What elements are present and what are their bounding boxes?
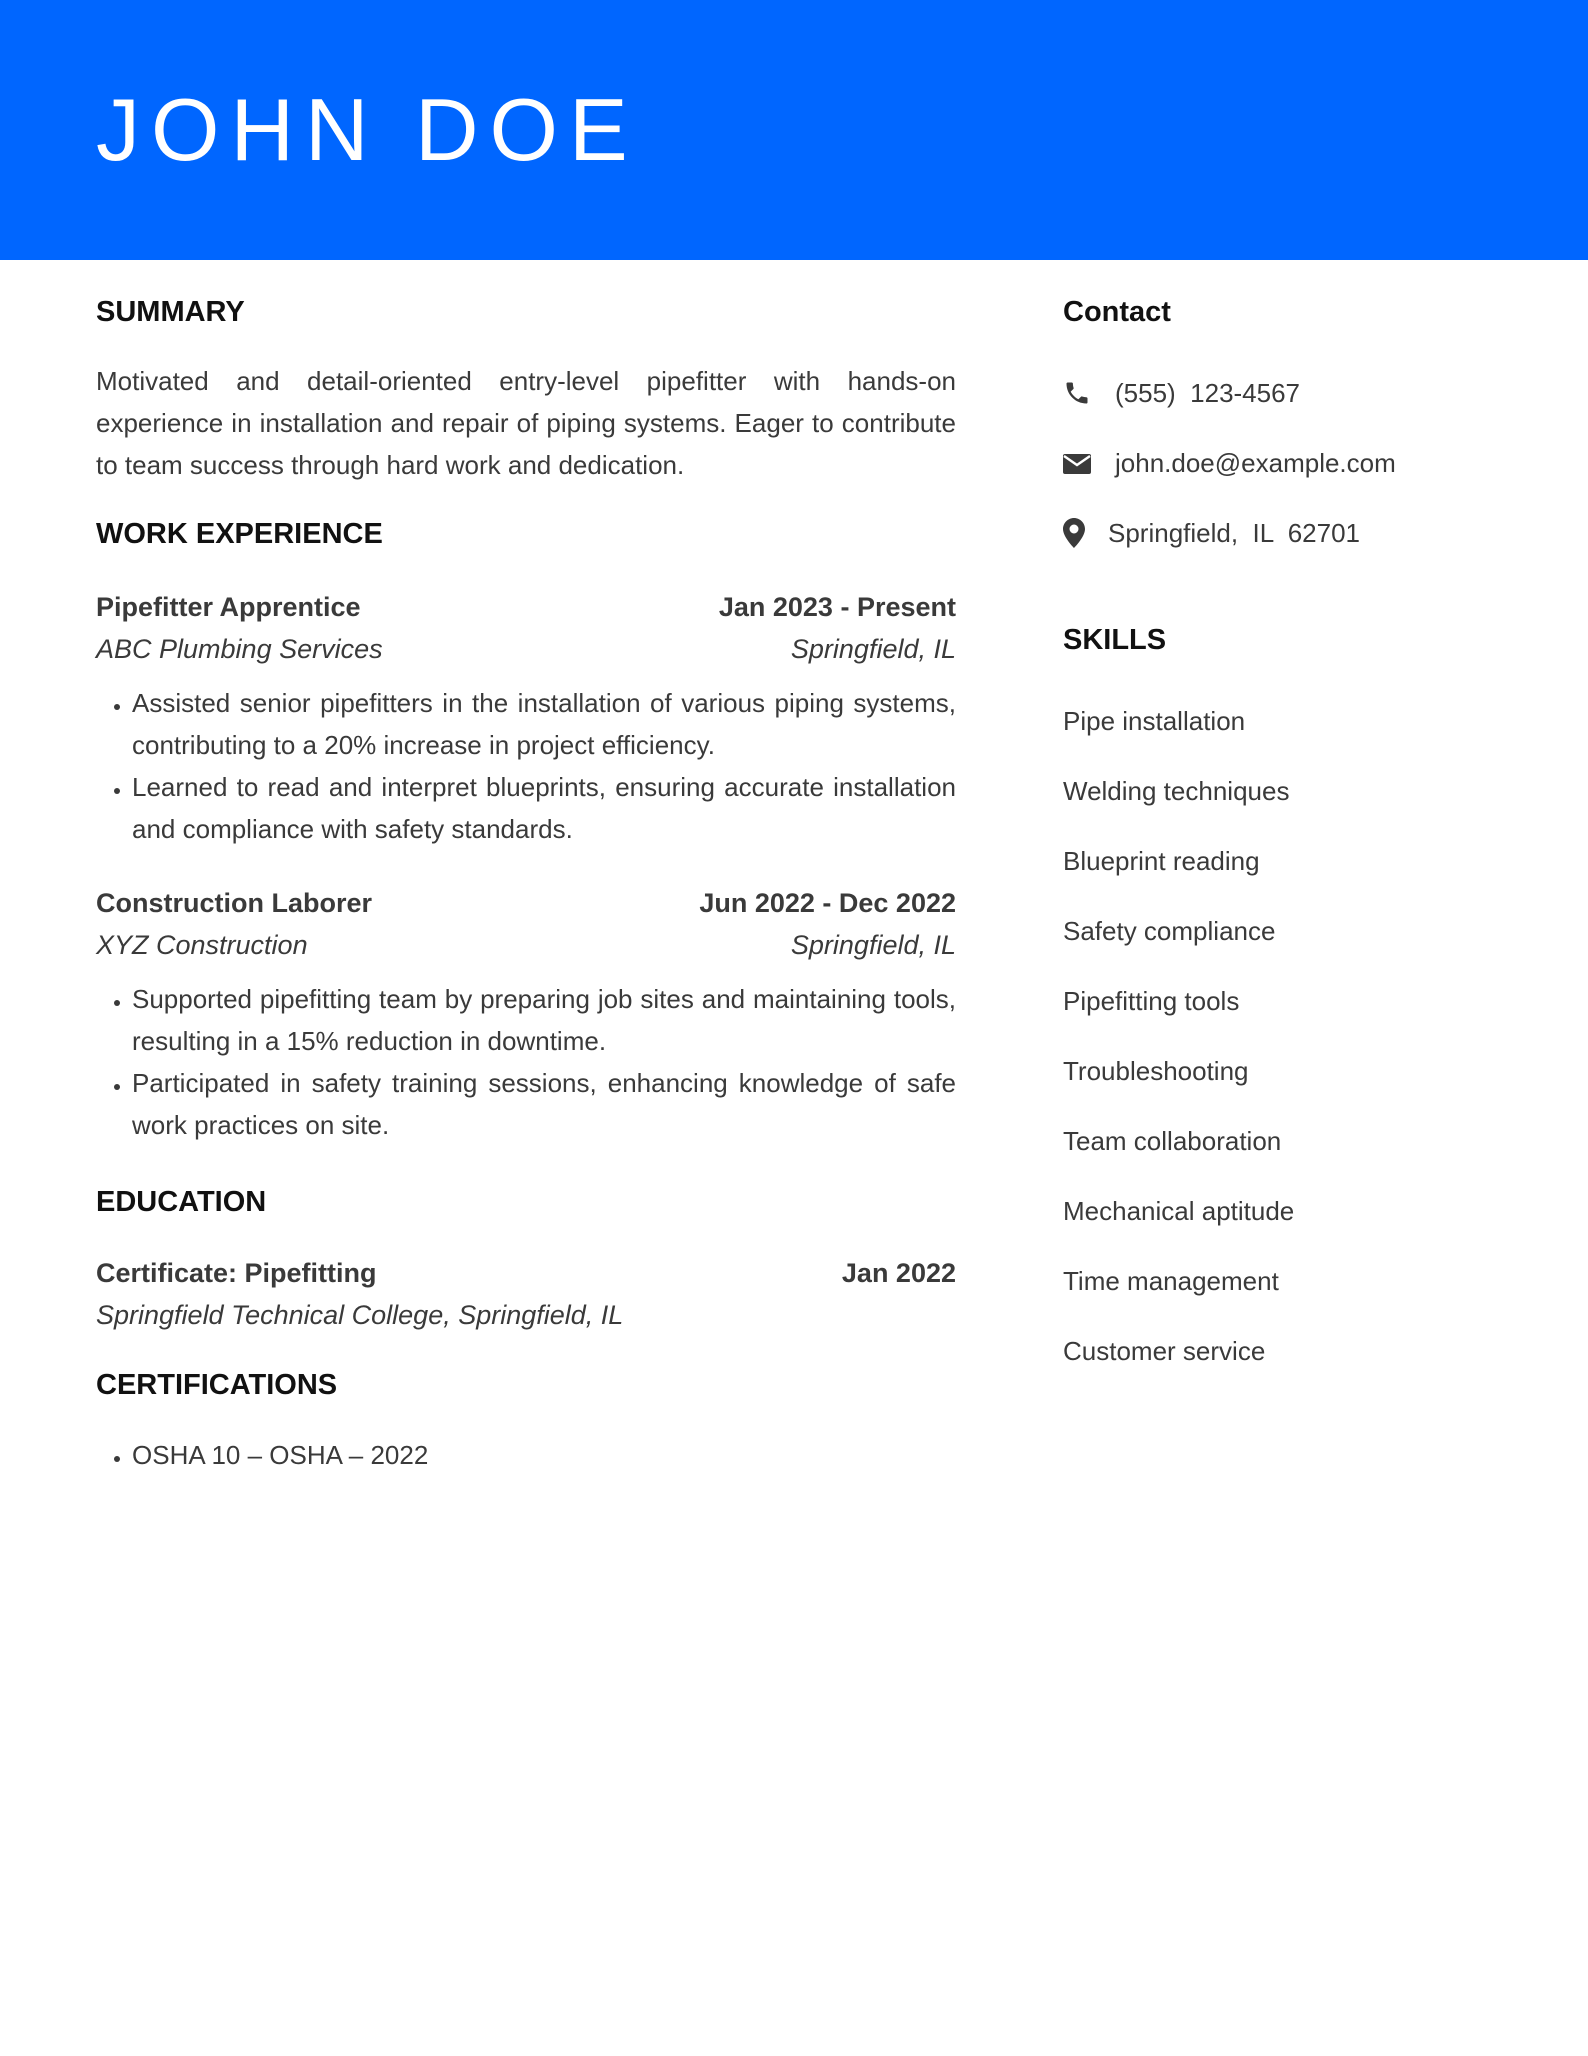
summary-text: Motivated and detail-oriented entry-level pipefitter with hands-on experience in installation and repair of piping systems. Eager to contribute to team success through hard work and dedication. (96, 366, 956, 480)
job-location: Springfield, IL (790, 929, 956, 960)
skill-item: Welding techniques (1063, 776, 1290, 806)
skill-item: Mechanical aptitude (1063, 1196, 1295, 1226)
certification-item: • OSHA 10 – OSHA – 2022 (132, 1434, 956, 1476)
skills-heading: SKILLS (1063, 624, 1167, 656)
job-title: Construction Laborer (96, 887, 373, 918)
work-experience-heading: WORK EXPERIENCE (96, 518, 383, 550)
skill-item: Customer service (1063, 1336, 1266, 1366)
job-dates: Jun 2022 - Dec 2022 (699, 887, 956, 918)
job-bullets (96, 978, 956, 1146)
map-pin-icon (1063, 518, 1108, 548)
job-company: ABC Plumbing Services (96, 633, 383, 664)
email-text: john.doe@example.com (1115, 448, 1396, 478)
skill-item: Troubleshooting (1063, 1056, 1249, 1086)
skills-list (1063, 686, 1588, 1386)
skill-item: Safety compliance (1063, 916, 1276, 946)
skill-item: Blueprint reading (1063, 846, 1260, 876)
envelope-icon (1063, 452, 1115, 474)
certifications-heading: CERTIFICATIONS (96, 1369, 338, 1401)
contact-email (1063, 442, 1396, 484)
job-entry (96, 882, 956, 1146)
education-degree: Certificate: Pipefitting (96, 1257, 377, 1288)
skill-item: Time management (1063, 1266, 1279, 1296)
contact-location (1063, 512, 1360, 554)
job-bullet: • Supported pipefitting team by preparing job sites and maintaining tools, resulting in a 15% reduction in downtime. (132, 978, 956, 1062)
candidate-name: JOHN DOE (96, 80, 639, 179)
job-entry (96, 586, 956, 850)
contact-phone (1063, 372, 1300, 414)
education-heading: EDUCATION (96, 1186, 267, 1218)
job-company: XYZ Construction (96, 929, 308, 960)
education-date: Jan 2022 (841, 1257, 956, 1288)
location-text: Springfield, IL 62701 (1108, 518, 1360, 548)
job-bullet: • Assisted senior pipefitters in the installation of various piping systems, contributing to a 20% increase in project efficiency. (132, 682, 956, 766)
job-title: Pipefitter Apprentice (96, 591, 361, 622)
job-location: Springfield, IL (790, 633, 956, 664)
certifications-list (96, 1434, 956, 1476)
education-entry (96, 1252, 956, 1336)
job-bullet: • Participated in safety training sessions, enhancing knowledge of safe work practices on site. (132, 1062, 956, 1146)
skill-item: Pipe installation (1063, 706, 1246, 736)
job-bullets (96, 682, 956, 850)
job-dates: Jan 2023 - Present (718, 591, 956, 622)
skill-item: Team collaboration (1063, 1126, 1282, 1156)
phone-text: (555) 123-4567 (1115, 378, 1301, 408)
phone-icon (1063, 379, 1115, 407)
skill-item: Pipefitting tools (1063, 986, 1240, 1016)
contact-heading: Contact (1063, 296, 1171, 328)
summary-heading: SUMMARY (96, 296, 245, 328)
header-banner (0, 0, 1588, 260)
job-bullet: • Learned to read and interpret blueprints, ensuring accurate installation and compliance with safety standards. (132, 766, 956, 850)
education-school: Springfield Technical College, Springfield, IL (96, 1299, 624, 1330)
